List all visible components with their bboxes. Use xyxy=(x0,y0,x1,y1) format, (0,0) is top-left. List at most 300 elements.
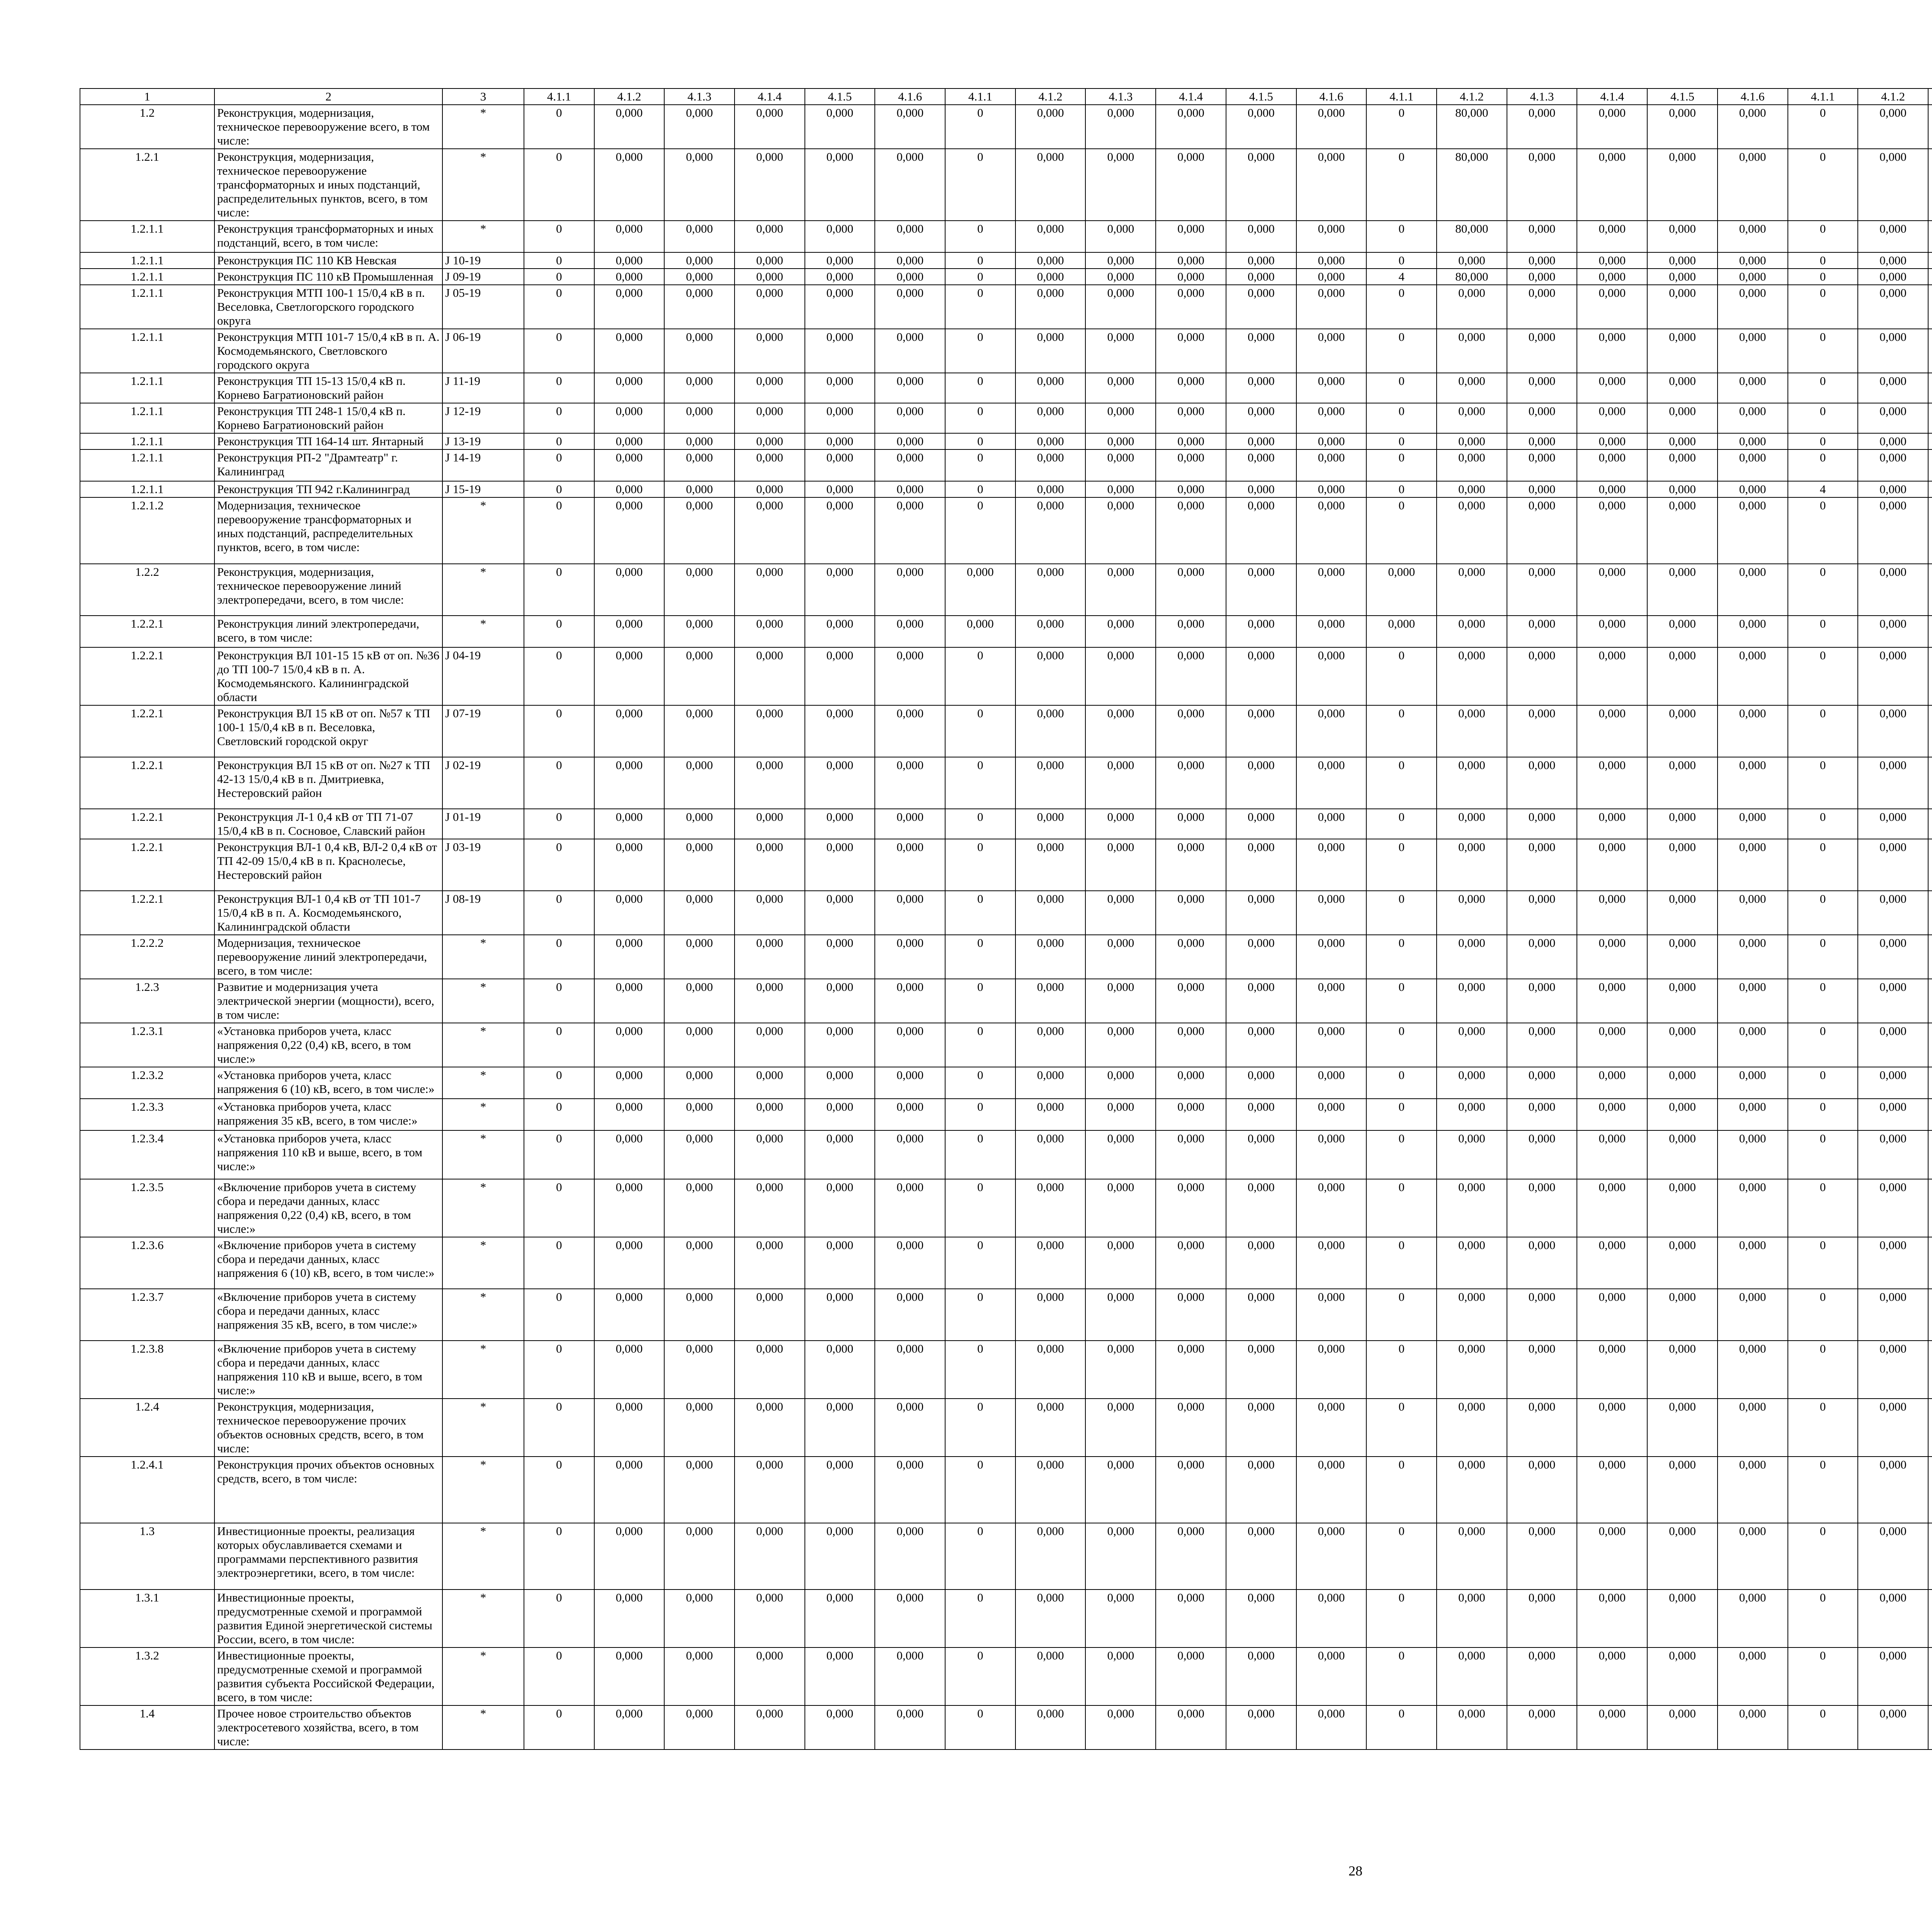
value-cell: 0,000 xyxy=(594,1099,665,1130)
value-cell: 0,000 xyxy=(1015,497,1086,564)
value-cell: 0,000 xyxy=(1085,1130,1156,1179)
value-cell: 0,000 xyxy=(1507,1341,1577,1399)
value-cell: 0 xyxy=(524,1523,594,1590)
table-row xyxy=(80,647,1932,705)
value-cell: 0 xyxy=(524,935,594,979)
value-cell: 0 xyxy=(1788,1289,1858,1341)
row-number: 1.2 xyxy=(80,105,214,149)
project-code: * xyxy=(442,221,524,252)
value-cell: 0,000 xyxy=(1296,647,1367,705)
value-cell: 0,000 xyxy=(805,1130,875,1179)
value-cell: 0,000 xyxy=(1507,1130,1577,1179)
value-cell: 0,000 xyxy=(805,757,875,809)
value-cell: 0,000 xyxy=(1226,891,1296,935)
value-cell: 0,000 xyxy=(1718,221,1788,252)
row-number: 1.3.1 xyxy=(80,1590,214,1647)
value-cell: 0,000 xyxy=(1085,433,1156,449)
value-cell: 0,000 xyxy=(1156,1067,1226,1099)
value-cell: 0,000 xyxy=(805,1523,875,1590)
value-cell xyxy=(1928,1590,1932,1647)
value-cell: 0,000 xyxy=(875,1647,945,1705)
value-cell: 0,000 xyxy=(594,809,665,839)
value-cell: 0,000 xyxy=(1226,564,1296,616)
value-cell: 0,000 xyxy=(664,1130,735,1179)
value-cell: 0,000 xyxy=(735,105,805,149)
project-code: J 11-19 xyxy=(442,373,524,403)
value-cell: 0,000 xyxy=(735,403,805,433)
value-cell: 0,000 xyxy=(1015,1289,1086,1341)
value-cell: 0,000 xyxy=(1577,935,1647,979)
value-cell: 0,000 xyxy=(735,497,805,564)
value-cell: 0,000 xyxy=(594,1705,665,1750)
project-name: Реконструкция РП-2 "Драмтеатр" г. Калининград xyxy=(214,449,442,481)
project-code: * xyxy=(442,1067,524,1099)
value-cell: 0 xyxy=(1788,1647,1858,1705)
value-cell: 0,000 xyxy=(1647,705,1718,757)
investment-program-table xyxy=(80,88,1932,1750)
value-cell xyxy=(1928,616,1932,647)
project-name: Реконструкция ПС 110 КВ Невская xyxy=(214,252,442,269)
column-header: 1 xyxy=(80,88,214,105)
table-row xyxy=(80,564,1932,616)
value-cell: 0 xyxy=(524,449,594,481)
value-cell: 0,000 xyxy=(1156,105,1226,149)
value-cell: 0,000 xyxy=(1647,105,1718,149)
value-cell: 0,000 xyxy=(735,1067,805,1099)
value-cell: 0 xyxy=(1788,564,1858,616)
value-cell: 0,000 xyxy=(875,757,945,809)
value-cell: 0 xyxy=(1788,1399,1858,1457)
value-cell: 0,000 xyxy=(1647,481,1718,497)
value-cell: 0,000 xyxy=(1015,1647,1086,1705)
value-cell: 0,000 xyxy=(1296,757,1367,809)
row-number: 1.2.4 xyxy=(80,1399,214,1457)
value-cell: 0 xyxy=(1366,252,1437,269)
value-cell: 0 xyxy=(524,891,594,935)
row-number: 1.2.2.1 xyxy=(80,839,214,891)
value-cell: 0,000 xyxy=(1156,891,1226,935)
value-cell: 0,000 xyxy=(1858,449,1928,481)
value-cell: 0,000 xyxy=(1226,252,1296,269)
value-cell: 0,000 xyxy=(875,1523,945,1590)
value-cell: 0,000 xyxy=(1226,1099,1296,1130)
value-cell: 0,000 xyxy=(1437,1341,1507,1399)
value-cell: 0 xyxy=(1366,839,1437,891)
project-name: Реконструкция ТП 248-1 15/0,4 кВ п. Корнево Багратионовский район xyxy=(214,403,442,433)
value-cell: 80,000 xyxy=(1437,269,1507,285)
value-cell xyxy=(1928,269,1932,285)
value-cell: 0,000 xyxy=(1015,809,1086,839)
value-cell: 0 xyxy=(1788,105,1858,149)
value-cell: 0,000 xyxy=(1647,809,1718,839)
column-header: 4.1.5 xyxy=(805,88,875,105)
value-cell: 0,000 xyxy=(805,1099,875,1130)
value-cell: 0,000 xyxy=(1437,449,1507,481)
value-cell: 0,000 xyxy=(1577,1179,1647,1237)
table-row xyxy=(80,285,1932,329)
project-name: Реконструкция ТП 942 г.Калининград xyxy=(214,481,442,497)
value-cell: 0,000 xyxy=(1296,269,1367,285)
value-cell: 0,000 xyxy=(1015,1130,1086,1179)
value-cell: 0,000 xyxy=(1226,433,1296,449)
value-cell: 0,000 xyxy=(1577,1099,1647,1130)
value-cell: 0,000 xyxy=(1226,1399,1296,1457)
value-cell: 0,000 xyxy=(1577,373,1647,403)
value-cell: 0,000 xyxy=(1507,105,1577,149)
project-name: Реконструкция ВЛ 101-15 15 кВ от оп. №36 до ТП 100-7 15/0,4 кВ в п. А. Космодемьянского. Калининградской области xyxy=(214,647,442,705)
table-row xyxy=(80,935,1932,979)
value-cell: 0,000 xyxy=(875,1705,945,1750)
value-cell: 0,000 xyxy=(875,1237,945,1289)
row-number: 1.2.2.1 xyxy=(80,647,214,705)
value-cell: 0,000 xyxy=(805,839,875,891)
value-cell: 0,000 xyxy=(664,252,735,269)
value-cell: 0,000 xyxy=(875,1590,945,1647)
value-cell: 0,000 xyxy=(1577,809,1647,839)
row-number: 1.2.1.1 xyxy=(80,252,214,269)
value-cell: 0,000 xyxy=(1085,757,1156,809)
value-cell: 0 xyxy=(1788,1130,1858,1179)
value-cell: 0,000 xyxy=(1156,1705,1226,1750)
value-cell: 0,000 xyxy=(1718,1179,1788,1237)
value-cell: 0 xyxy=(945,839,1015,891)
project-code: * xyxy=(442,564,524,616)
column-header: 4.1.3 xyxy=(1085,88,1156,105)
value-cell: 0,000 xyxy=(1437,252,1507,269)
value-cell: 0 xyxy=(1366,1130,1437,1179)
value-cell: 0,000 xyxy=(1226,269,1296,285)
value-cell: 0,000 xyxy=(735,1023,805,1067)
value-cell: 0,000 xyxy=(1718,979,1788,1023)
table-row xyxy=(80,1341,1932,1399)
value-cell: 0,000 xyxy=(594,449,665,481)
value-cell: 0,000 xyxy=(1577,449,1647,481)
value-cell: 0,000 xyxy=(1858,1647,1928,1705)
value-cell: 0,000 xyxy=(1858,105,1928,149)
value-cell: 0,000 xyxy=(1437,757,1507,809)
value-cell xyxy=(1928,1647,1932,1705)
column-header: 4.1.1 xyxy=(1366,88,1437,105)
value-cell: 0,000 xyxy=(1085,705,1156,757)
value-cell: 0,000 xyxy=(1296,935,1367,979)
value-cell: 0,000 xyxy=(1226,1590,1296,1647)
row-number: 1.2.1.1 xyxy=(80,329,214,373)
value-cell: 0,000 xyxy=(1437,1705,1507,1750)
value-cell: 0,000 xyxy=(1577,269,1647,285)
value-cell: 0,000 xyxy=(1577,757,1647,809)
value-cell: 0,000 xyxy=(1577,285,1647,329)
value-cell: 0,000 xyxy=(1015,891,1086,935)
column-header: 4.1.3 xyxy=(1507,88,1577,105)
value-cell: 0,000 xyxy=(875,647,945,705)
value-cell: 0,000 xyxy=(875,1099,945,1130)
value-cell: 0,000 xyxy=(1437,1590,1507,1647)
value-cell: 0,000 xyxy=(735,481,805,497)
value-cell xyxy=(1928,1341,1932,1399)
value-cell: 0,000 xyxy=(1858,705,1928,757)
value-cell: 0,000 xyxy=(1015,403,1086,433)
value-cell: 0,000 xyxy=(664,403,735,433)
column-header: 4.1.4 xyxy=(1577,88,1647,105)
value-cell: 0,000 xyxy=(1718,1289,1788,1341)
value-cell: 0,000 xyxy=(1226,149,1296,221)
value-cell: 0 xyxy=(524,1341,594,1399)
value-cell: 0,000 xyxy=(1015,269,1086,285)
table-row xyxy=(80,1523,1932,1590)
value-cell: 0,000 xyxy=(1156,1023,1226,1067)
value-cell: 0,000 xyxy=(1577,105,1647,149)
value-cell: 0,000 xyxy=(1577,1647,1647,1705)
value-cell: 0,000 xyxy=(594,979,665,1023)
value-cell: 0,000 xyxy=(1015,1523,1086,1590)
value-cell: 0,000 xyxy=(1015,616,1086,647)
value-cell: 0 xyxy=(1366,285,1437,329)
value-cell: 0,000 xyxy=(664,616,735,647)
project-name: Реконструкция ПС 110 кВ Промышленная xyxy=(214,269,442,285)
project-name: «Установка приборов учета, класс напряжения 35 кВ, всего, в том числе:» xyxy=(214,1099,442,1130)
value-cell: 0 xyxy=(1788,285,1858,329)
project-name: Реконструкция, модернизация, техническое перевооружение линий электропередачи, всего, в том числе: xyxy=(214,564,442,616)
value-cell: 0,000 xyxy=(1718,757,1788,809)
project-code: * xyxy=(442,1647,524,1705)
value-cell: 0 xyxy=(1366,1289,1437,1341)
value-cell: 0,000 xyxy=(664,979,735,1023)
value-cell: 0,000 xyxy=(664,1705,735,1750)
table-row xyxy=(80,979,1932,1023)
value-cell: 0,000 xyxy=(1226,373,1296,403)
value-cell: 0,000 xyxy=(805,449,875,481)
value-cell: 0,000 xyxy=(1507,839,1577,891)
value-cell: 0,000 xyxy=(1647,564,1718,616)
column-header: 4.1.5 xyxy=(1647,88,1718,105)
value-cell: 0,000 xyxy=(875,403,945,433)
value-cell: 0 xyxy=(524,285,594,329)
value-cell: 0,000 xyxy=(1577,1590,1647,1647)
row-number: 1.2.2.1 xyxy=(80,705,214,757)
value-cell: 0,000 xyxy=(594,497,665,564)
project-name: Развитие и модернизация учета электрической энергии (мощности), всего, в том числе: xyxy=(214,979,442,1023)
row-number: 1.2.2.1 xyxy=(80,809,214,839)
value-cell: 0,000 xyxy=(805,1457,875,1523)
value-cell: 0,000 xyxy=(1647,839,1718,891)
value-cell: 0,000 xyxy=(1296,403,1367,433)
value-cell: 0,000 xyxy=(1015,373,1086,403)
project-name: Инвестиционные проекты, реализация которых обуславливается схемами и программами перспективного развития электроэнергетики, всего, в том числе: xyxy=(214,1523,442,1590)
row-number: 1.2.1.1 xyxy=(80,221,214,252)
value-cell: 0,000 xyxy=(1718,935,1788,979)
value-cell: 0,000 xyxy=(875,497,945,564)
project-code: * xyxy=(442,616,524,647)
value-cell: 0,000 xyxy=(664,1457,735,1523)
project-code: J 12-19 xyxy=(442,403,524,433)
table-row xyxy=(80,1457,1932,1523)
value-cell: 0 xyxy=(1788,1179,1858,1237)
value-cell: 0,000 xyxy=(1437,497,1507,564)
value-cell: 0 xyxy=(1788,221,1858,252)
value-cell: 0 xyxy=(1366,1457,1437,1523)
value-cell: 0,000 xyxy=(875,809,945,839)
value-cell: 0,000 xyxy=(1647,1179,1718,1237)
row-number: 1.2.1.1 xyxy=(80,433,214,449)
project-name: Реконструкция, модернизация, техническое перевооружение прочих объектов основных средств, всего, в том числе: xyxy=(214,1399,442,1457)
value-cell: 0,000 xyxy=(735,1705,805,1750)
value-cell: 0 xyxy=(1788,891,1858,935)
value-cell: 0,000 xyxy=(1156,616,1226,647)
header-row xyxy=(80,88,1932,105)
value-cell: 0 xyxy=(524,1457,594,1523)
value-cell: 0,000 xyxy=(1296,433,1367,449)
value-cell: 0,000 xyxy=(1085,647,1156,705)
value-cell: 0,000 xyxy=(1226,1130,1296,1179)
value-cell: 0 xyxy=(945,329,1015,373)
value-cell: 0 xyxy=(524,1023,594,1067)
value-cell: 0 xyxy=(1788,269,1858,285)
table-row xyxy=(80,1289,1932,1341)
value-cell: 0,000 xyxy=(1577,647,1647,705)
value-cell: 0 xyxy=(945,1067,1015,1099)
value-cell: 0,000 xyxy=(875,481,945,497)
table-row xyxy=(80,373,1932,403)
value-cell: 0,000 xyxy=(1858,1023,1928,1067)
value-cell: 0,000 xyxy=(1156,449,1226,481)
value-cell: 0,000 xyxy=(1858,433,1928,449)
value-cell: 0 xyxy=(1788,449,1858,481)
value-cell: 0,000 xyxy=(1437,979,1507,1023)
value-cell: 0 xyxy=(1788,403,1858,433)
value-cell: 0,000 xyxy=(1437,373,1507,403)
value-cell: 0,000 xyxy=(1718,647,1788,705)
value-cell: 0 xyxy=(945,1179,1015,1237)
value-cell: 0 xyxy=(1366,329,1437,373)
project-code: * xyxy=(442,1179,524,1237)
project-name: Модернизация, техническое перевооружение линий электропередачи, всего, в том числе: xyxy=(214,935,442,979)
value-cell: 0,000 xyxy=(875,285,945,329)
value-cell: 0,000 xyxy=(1647,757,1718,809)
value-cell: 0,000 xyxy=(1858,1523,1928,1590)
value-cell: 0,000 xyxy=(1085,1023,1156,1067)
row-number: 1.2.1.2 xyxy=(80,497,214,564)
value-cell: 0,000 xyxy=(805,1341,875,1399)
value-cell xyxy=(1928,1523,1932,1590)
table-row xyxy=(80,433,1932,449)
value-cell: 0,000 xyxy=(1577,1023,1647,1067)
value-cell: 0,000 xyxy=(875,149,945,221)
value-cell: 0,000 xyxy=(1226,105,1296,149)
value-cell: 0,000 xyxy=(875,1341,945,1399)
value-cell: 0,000 xyxy=(594,1023,665,1067)
project-name: Инвестиционные проекты, предусмотренные схемой и программой развития Единой энергетической системы России, всего, в том числе: xyxy=(214,1590,442,1647)
project-name: Реконструкция МТП 100-1 15/0,4 кВ в п. Веселовка, Светлогорского городского округа xyxy=(214,285,442,329)
column-header: 4.1.4 xyxy=(1156,88,1226,105)
value-cell: 0 xyxy=(1788,1023,1858,1067)
value-cell: 0,000 xyxy=(735,1130,805,1179)
value-cell: 0 xyxy=(1366,105,1437,149)
value-cell: 0,000 xyxy=(1226,1341,1296,1399)
project-name: Реконструкция МТП 101-7 15/0,4 кВ в п. А. Космодемьянского, Светловского городского округа xyxy=(214,329,442,373)
value-cell: 0,000 xyxy=(1296,149,1367,221)
value-cell: 0 xyxy=(1366,809,1437,839)
value-cell: 0,000 xyxy=(735,1523,805,1590)
value-cell: 0 xyxy=(945,1237,1015,1289)
value-cell: 0,000 xyxy=(1296,979,1367,1023)
value-cell: 0 xyxy=(524,564,594,616)
value-cell xyxy=(1928,1179,1932,1237)
value-cell: 0,000 xyxy=(735,252,805,269)
project-code: * xyxy=(442,1341,524,1399)
value-cell: 0,000 xyxy=(1226,757,1296,809)
value-cell: 0,000 xyxy=(1015,1705,1086,1750)
project-name: «Установка приборов учета, класс напряжения 0,22 (0,4) кВ, всего, в том числе:» xyxy=(214,1023,442,1067)
value-cell: 0,000 xyxy=(1085,1457,1156,1523)
value-cell: 0,000 xyxy=(1647,1099,1718,1130)
value-cell xyxy=(1928,1023,1932,1067)
value-cell: 0,000 xyxy=(1156,373,1226,403)
value-cell: 0,000 xyxy=(1296,1023,1367,1067)
table-row xyxy=(80,105,1932,149)
value-cell: 0,000 xyxy=(1437,616,1507,647)
value-cell: 0,000 xyxy=(1507,481,1577,497)
value-cell: 0,000 xyxy=(1085,1179,1156,1237)
value-cell: 0,000 xyxy=(1507,1705,1577,1750)
value-cell: 0 xyxy=(1366,1099,1437,1130)
value-cell: 0,000 xyxy=(1507,449,1577,481)
value-cell: 0,000 xyxy=(1085,1705,1156,1750)
value-cell: 0,000 xyxy=(1858,285,1928,329)
value-cell: 0 xyxy=(1788,433,1858,449)
row-number: 1.2.1 xyxy=(80,149,214,221)
value-cell: 0,000 xyxy=(805,1399,875,1457)
value-cell: 0,000 xyxy=(1577,481,1647,497)
value-cell: 0,000 xyxy=(1156,839,1226,891)
value-cell: 0,000 xyxy=(1577,839,1647,891)
value-cell: 0,000 xyxy=(1507,705,1577,757)
value-cell: 0,000 xyxy=(1858,564,1928,616)
value-cell: 0,000 xyxy=(1085,1067,1156,1099)
value-cell: 0,000 xyxy=(1085,497,1156,564)
value-cell: 0,000 xyxy=(735,1647,805,1705)
value-cell: 0,000 xyxy=(1085,979,1156,1023)
value-cell: 0,000 xyxy=(1085,1399,1156,1457)
value-cell: 0,000 xyxy=(1296,449,1367,481)
project-name: «Включение приборов учета в систему сбора и передачи данных, класс напряжения 6 (10) кВ, всего, в том числе:» xyxy=(214,1237,442,1289)
value-cell: 0,000 xyxy=(735,149,805,221)
value-cell: 0,000 xyxy=(1718,1237,1788,1289)
value-cell: 0,000 xyxy=(1647,252,1718,269)
value-cell: 0,000 xyxy=(1718,1399,1788,1457)
value-cell: 0,000 xyxy=(1507,373,1577,403)
project-name: «Установка приборов учета, класс напряжения 110 кВ и выше, всего, в том числе:» xyxy=(214,1130,442,1179)
value-cell: 0,000 xyxy=(664,105,735,149)
value-cell: 0,000 xyxy=(735,1399,805,1457)
value-cell: 0,000 xyxy=(1437,564,1507,616)
value-cell xyxy=(1928,149,1932,221)
value-cell: 0,000 xyxy=(805,329,875,373)
value-cell: 0,000 xyxy=(1015,221,1086,252)
project-code: * xyxy=(442,1523,524,1590)
value-cell: 0,000 xyxy=(735,705,805,757)
value-cell: 0,000 xyxy=(1156,809,1226,839)
value-cell: 0,000 xyxy=(1507,1179,1577,1237)
value-cell: 0,000 xyxy=(1647,891,1718,935)
value-cell: 0,000 xyxy=(1296,1289,1367,1341)
project-code: * xyxy=(442,1590,524,1647)
value-cell: 0,000 xyxy=(664,564,735,616)
value-cell: 0,000 xyxy=(664,647,735,705)
value-cell xyxy=(1928,809,1932,839)
value-cell: 0,000 xyxy=(875,1179,945,1237)
value-cell: 0,000 xyxy=(1226,449,1296,481)
value-cell: 0,000 xyxy=(664,497,735,564)
